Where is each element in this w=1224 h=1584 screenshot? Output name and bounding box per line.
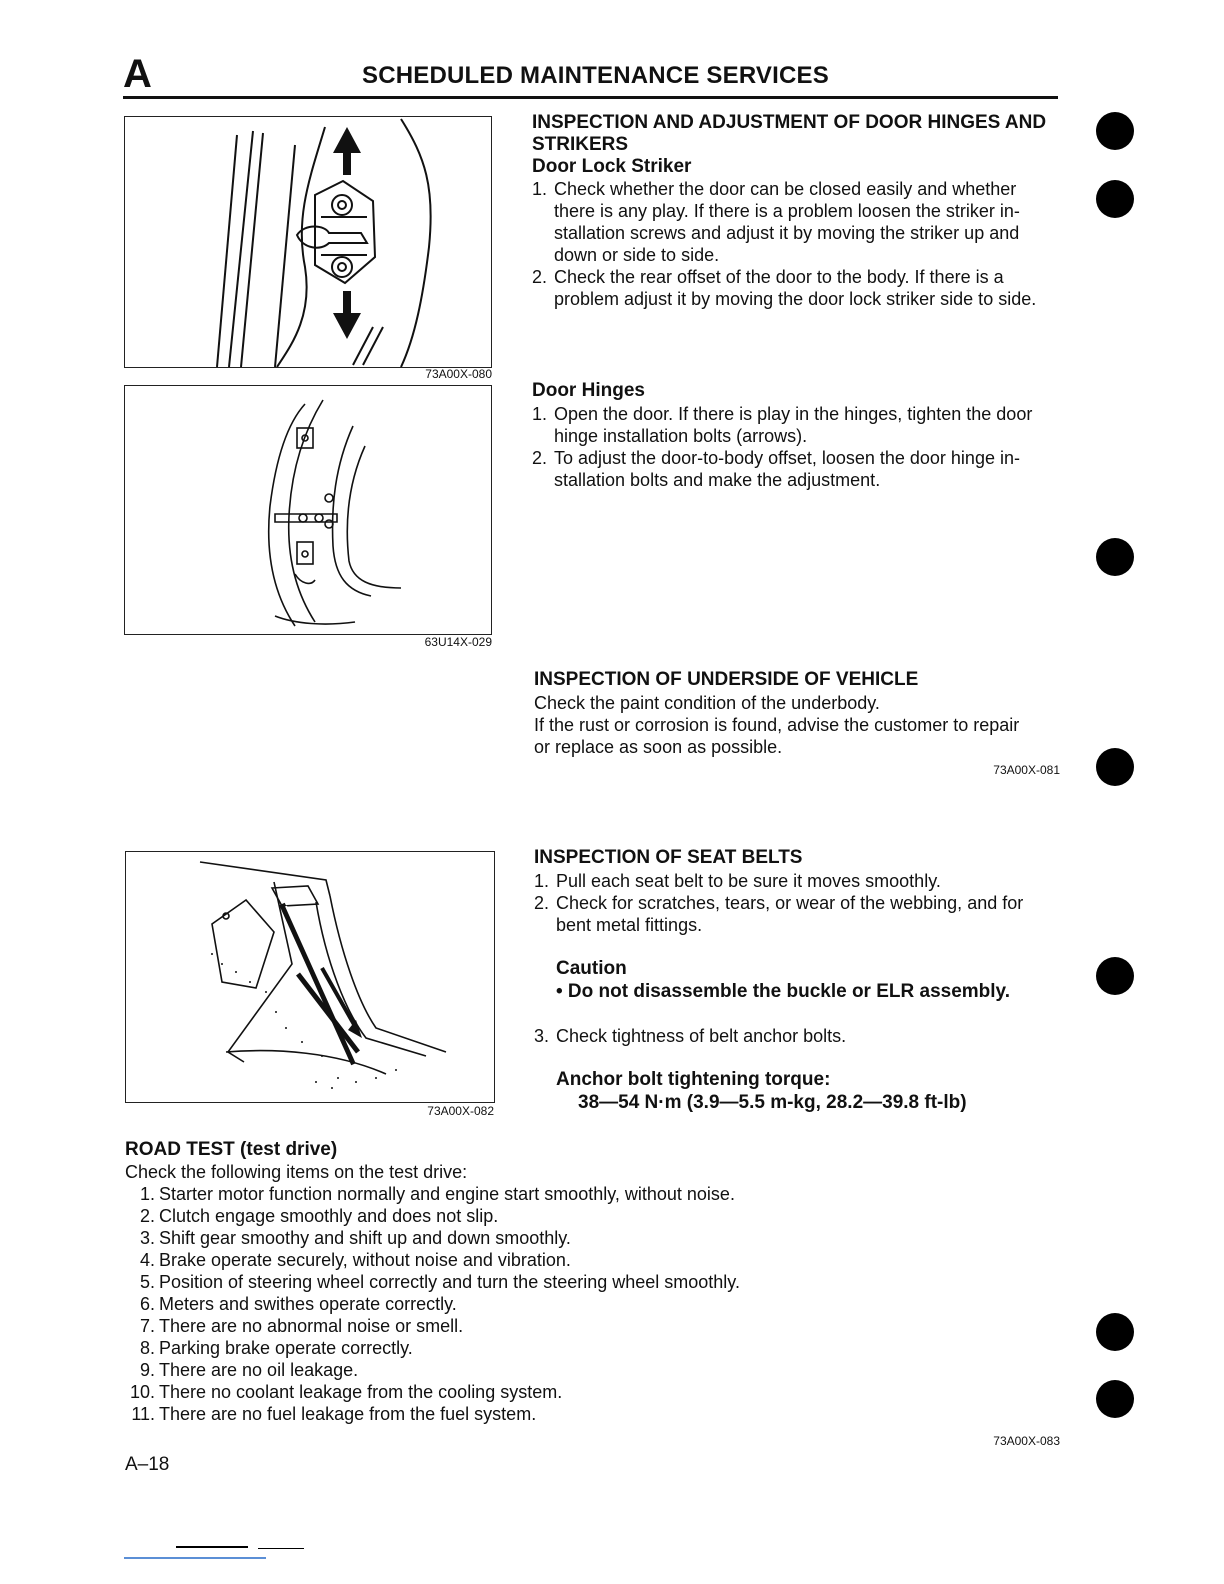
list-item-number: 11. <box>131 1404 155 1424</box>
list-item-number: 6. <box>139 1294 155 1314</box>
list-item-line: Shift gear smoothy and shift up and down smoothly. <box>159 1228 571 1248</box>
list-item-line: Meters and swithes operate correctly. <box>159 1294 457 1314</box>
list-item-number: 10. <box>129 1382 155 1402</box>
list-item-line: problem adjust it by moving the door lock striker side to side. <box>554 289 1037 309</box>
bottom-rule <box>258 1548 304 1549</box>
list-item <box>125 1315 1025 1337</box>
door-hinges-steps <box>532 403 1072 491</box>
list-item-number: 7. <box>139 1316 155 1336</box>
list-item <box>125 1293 1025 1315</box>
binder-hole-dot <box>1096 1313 1134 1351</box>
list-item-line: Check for scratches, tears, or wear of the webbing, and for <box>556 893 1024 913</box>
list-item-number: 2. <box>532 448 548 468</box>
list-item-line: stallation bolts and make the adjustment. <box>554 470 881 490</box>
road-test-items <box>125 1183 1025 1425</box>
list-item-number: 3. <box>139 1228 155 1248</box>
list-item-line: Check the rear offset of the door to the body. If there is a <box>554 267 1004 287</box>
list-item-line: Clutch engage smoothly and does not slip. <box>159 1206 499 1226</box>
door-lock-striker-subtitle: Door Lock Striker <box>532 156 692 177</box>
road-test-intro: Check the following items on the test drive: <box>125 1162 468 1182</box>
caution-text: • Do not disassemble the buckle or ELR assembly. <box>556 981 1010 1002</box>
list-item-number: 2. <box>139 1206 155 1226</box>
bottom-rule-blue <box>124 1557 266 1559</box>
list-item <box>125 1337 1025 1359</box>
seat-belt-figure <box>125 851 495 1103</box>
seat-belt-figure-code: 73A00X-082 <box>427 1104 494 1118</box>
list-item <box>125 1183 1025 1205</box>
door-hinges-title-line1: INSPECTION AND ADJUSTMENT OF DOOR HINGES AND <box>532 112 1047 133</box>
torque-label: Anchor bolt tightening torque: <box>556 1069 831 1090</box>
list-item-line: Pull each seat belt to be sure it moves smoothly. <box>556 871 941 891</box>
section-letter: A <box>123 52 152 96</box>
list-item <box>534 870 1074 892</box>
door-hinges-figure-code: 63U14X-029 <box>424 635 492 649</box>
list-item <box>125 1381 1025 1403</box>
road-test-section-title: ROAD TEST (test drive) <box>125 1139 338 1160</box>
list-item-number: 4. <box>139 1250 155 1270</box>
door-lock-striker-steps <box>532 178 1072 310</box>
list-item <box>532 266 1072 310</box>
door-hinges-section-title <box>532 112 1072 178</box>
list-item <box>125 1205 1025 1227</box>
door-striker-illustration <box>125 117 491 367</box>
list-item-line: Parking brake operate correctly. <box>159 1338 413 1358</box>
binder-hole-dot <box>1096 112 1134 150</box>
list-item-number: 5. <box>139 1272 155 1292</box>
list-item-line: There are no abnormal noise or smell. <box>159 1316 464 1336</box>
list-item-number: 8. <box>139 1338 155 1358</box>
list-item-line: Check whether the door can be closed easily and whether <box>554 179 1017 199</box>
list-item-number: 1. <box>534 871 550 891</box>
door-hinges-figure <box>124 385 492 635</box>
door-hinges-illustration <box>125 386 491 634</box>
list-item-number: 9. <box>139 1360 155 1380</box>
page-number: A–18 <box>125 1454 170 1475</box>
list-item-line: To adjust the door-to-body offset, loosen the door hinge in- <box>554 448 1020 468</box>
list-item-line: Starter motor function normally and engine start smoothly, without noise. <box>159 1184 735 1204</box>
list-item-line: Check tightness of belt anchor bolts. <box>556 1026 847 1046</box>
underside-line: or replace as soon as possible. <box>534 737 783 757</box>
underside-line: Check the paint condition of the underbody. <box>534 693 880 713</box>
list-item-line: there is any play. If there is a problem loosen the striker in- <box>554 201 1020 221</box>
door-striker-figure <box>124 116 492 368</box>
caution-label: Caution <box>556 958 627 979</box>
list-item-line: stallation screws and adjust it by moving the striker up and <box>554 223 1020 243</box>
list-item-number: 2. <box>534 893 550 913</box>
underside-section-title: INSPECTION OF UNDERSIDE OF VEHICLE <box>534 669 919 690</box>
list-item-line: Position of steering wheel correctly and turn the steering wheel smoothly. <box>159 1272 740 1292</box>
binder-hole-dot <box>1096 180 1134 218</box>
list-item <box>534 892 1074 936</box>
list-item <box>532 447 1072 491</box>
list-item-number: 1. <box>532 179 548 199</box>
list-item <box>125 1359 1025 1381</box>
bottom-rule <box>176 1546 248 1548</box>
underside-text <box>534 692 1074 758</box>
header-rule <box>123 96 1058 99</box>
binder-hole-dot <box>1096 748 1134 786</box>
list-item <box>532 403 1072 447</box>
list-item <box>125 1271 1025 1293</box>
binder-hole-dot <box>1096 1380 1134 1418</box>
list-item-line: down or side to side. <box>554 245 720 265</box>
seat-belts-steps <box>534 870 1074 936</box>
list-item-number: 1. <box>139 1184 155 1204</box>
list-item-number: 3. <box>534 1026 550 1046</box>
list-item-line: There are no fuel leakage from the fuel system. <box>159 1404 537 1424</box>
binder-hole-dot <box>1096 957 1134 995</box>
door-hinges-subtitle: Door Hinges <box>532 380 645 401</box>
door-hinges-title-line2: STRIKERS <box>532 134 629 155</box>
list-item-line: There are no oil leakage. <box>159 1360 359 1380</box>
list-item <box>125 1227 1025 1249</box>
list-item-line: Brake operate securely, without noise and vibration. <box>159 1250 571 1270</box>
seat-belts-section-title: INSPECTION OF SEAT BELTS <box>534 847 803 868</box>
binder-hole-dot <box>1096 538 1134 576</box>
page-title: SCHEDULED MAINTENANCE SERVICES <box>362 62 829 89</box>
list-item-line: bent metal fittings. <box>556 915 703 935</box>
list-item-line: Open the door. If there is play in the hinges, tighten the door <box>554 404 1033 424</box>
underside-line: If the rust or corrosion is found, advise the customer to repair <box>534 715 1020 735</box>
list-item-number: 1. <box>532 404 548 424</box>
list-item-line: hinge installation bolts (arrows). <box>554 426 808 446</box>
list-item <box>125 1249 1025 1271</box>
seat-belt-illustration <box>126 852 494 1102</box>
list-item <box>125 1403 1025 1425</box>
underside-figure-code: 73A00X-081 <box>993 763 1060 777</box>
seat-belts-step-3 <box>534 1025 846 1047</box>
list-item-number: 2. <box>532 267 548 287</box>
torque-value: 38—54 N·m (3.9—5.5 m-kg, 28.2—39.8 ft-lb) <box>578 1092 967 1113</box>
door-striker-figure-code: 73A00X-080 <box>425 367 492 381</box>
list-item <box>532 178 1072 266</box>
road-test-figure-code: 73A00X-083 <box>993 1434 1060 1448</box>
list-item-line: There no coolant leakage from the cooling system. <box>159 1382 563 1402</box>
